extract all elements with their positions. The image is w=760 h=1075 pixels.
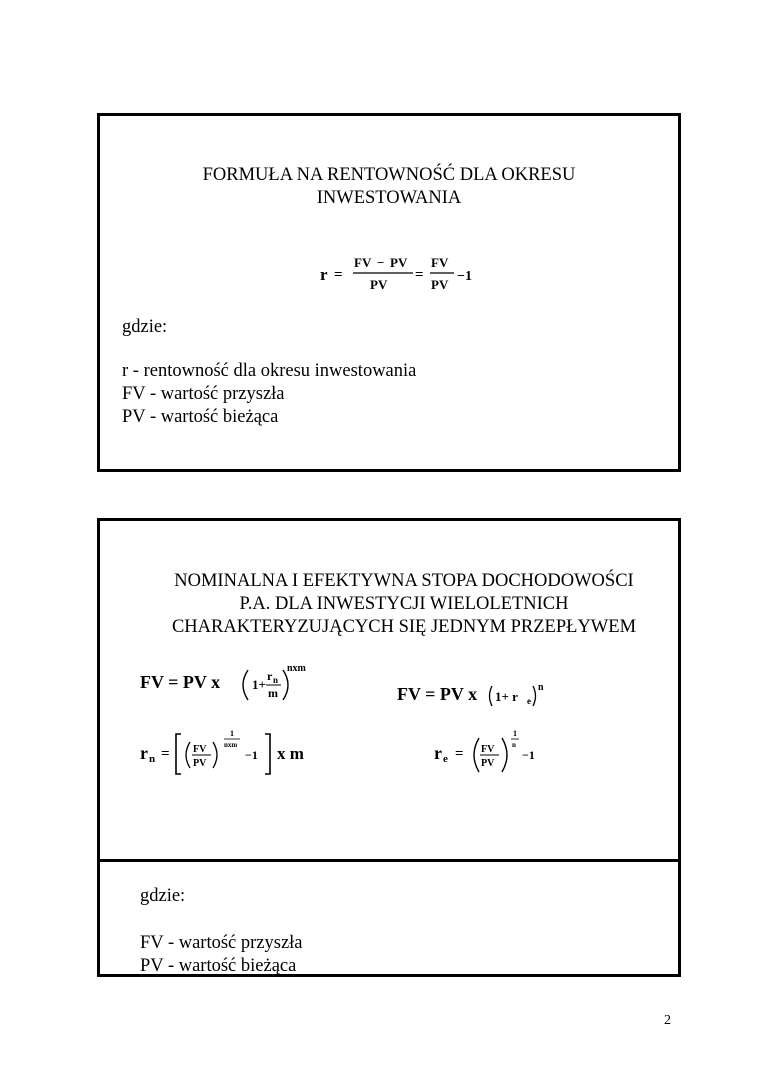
formula-den-pv: PV xyxy=(370,277,388,292)
paren-left xyxy=(186,742,190,768)
paren-left xyxy=(243,670,248,700)
formula-equals: = xyxy=(334,267,343,283)
fv-effective-exponent: n xyxy=(538,682,544,693)
re-exp-num: 1 xyxy=(513,729,517,738)
slide-rentownosc xyxy=(97,113,681,472)
slide1-definition-fv: FV - wartość przyszła xyxy=(122,384,285,404)
slide2-definition-fv: FV - wartość przyszła xyxy=(140,933,303,953)
slide2-divider xyxy=(100,859,678,862)
slide2-title xyxy=(130,570,678,639)
rn-frac-den: PV xyxy=(193,758,207,769)
fv-nominal-frac-num-sub: n xyxy=(273,675,279,685)
re-lhs-sub: e xyxy=(443,753,448,765)
formula-rn xyxy=(140,726,330,778)
fv-nominal-exponent: nxm xyxy=(287,663,306,674)
slide1-definition-pv: PV - wartość bieżąca xyxy=(122,407,279,427)
paren-right xyxy=(502,738,507,772)
re-minus-one: −1 xyxy=(522,748,535,762)
paren-right xyxy=(533,686,536,706)
fv-nominal-lhs: FV = PV x xyxy=(140,672,221,692)
fv-nominal-one-plus: 1+ xyxy=(252,677,266,692)
fv-effective-lhs: FV = PV x xyxy=(397,684,478,704)
slide2-definition-pv: PV - wartość bieżąca xyxy=(140,956,297,976)
fv-nominal-frac-num: r xyxy=(267,669,273,683)
re-lhs: r xyxy=(434,743,442,763)
paren-right xyxy=(213,742,217,768)
slide-stopa-dochodowosci xyxy=(97,518,681,977)
formula-num-pv: PV xyxy=(390,255,408,270)
formula-re xyxy=(434,726,554,778)
rn-equals: = xyxy=(161,746,170,762)
formula-num-fv: FV xyxy=(354,255,372,270)
rn-lhs-sub: n xyxy=(149,753,156,765)
fv-effective-inner-sub: e xyxy=(527,696,531,706)
bracket-right xyxy=(265,734,270,774)
slide1-definition-r: r - rentowność dla okresu inwestowania xyxy=(122,361,417,381)
slide1-title-line1: FORMUŁA NA RENTOWNOŚĆ DLA OKRESU xyxy=(202,165,576,185)
page-number: 2 xyxy=(664,1013,671,1028)
rn-exp-den: nxm xyxy=(224,741,238,749)
paren-left xyxy=(474,738,479,772)
fv-effective-inner: 1+ r xyxy=(495,689,518,704)
fv-nominal-frac-den: m xyxy=(268,686,278,700)
re-exp-den: n xyxy=(512,741,516,749)
re-equals: = xyxy=(455,746,464,762)
formula-fv-nominal xyxy=(140,659,320,709)
slide2-where-label: gdzie: xyxy=(140,886,186,906)
formula-frac2-den: PV xyxy=(431,277,449,292)
paren-right xyxy=(283,670,288,700)
slide1-title-line2: INWESTOWANIA xyxy=(316,188,462,208)
formula-minus-one: −1 xyxy=(457,269,472,284)
slide2-title-line3: CHARAKTERYZUJĄCYCH SIĘ JEDNYM PRZEPŁYWEM xyxy=(171,617,637,637)
slide1-title xyxy=(100,164,678,210)
formula-fv-effective xyxy=(397,679,567,711)
formula-r-symbol: r xyxy=(320,265,328,284)
formula-num-minus: − xyxy=(377,255,385,270)
slide2-title-line1: NOMINALNA I EFEKTYWNA STOPA DOCHODOWOŚCI xyxy=(174,571,634,591)
rn-minus-one: −1 xyxy=(245,748,258,762)
paren-left xyxy=(490,686,493,706)
rn-times-m: x m xyxy=(277,744,304,763)
re-frac-num: FV xyxy=(481,744,495,755)
rn-frac-num: FV xyxy=(193,744,207,755)
slide2-title-line2: P.A. DLA INWESTYCJI WIELOLETNICH xyxy=(239,594,569,614)
formula-frac2-num: FV xyxy=(431,255,449,270)
slide1-where-label: gdzie: xyxy=(122,317,168,337)
formula-equals-2: = xyxy=(415,267,424,283)
rn-exp-num: 1 xyxy=(230,729,234,738)
formula-rentownosc xyxy=(320,248,490,298)
bracket-left xyxy=(176,734,181,774)
re-frac-den: PV xyxy=(481,758,495,769)
rn-lhs: r xyxy=(140,743,148,763)
